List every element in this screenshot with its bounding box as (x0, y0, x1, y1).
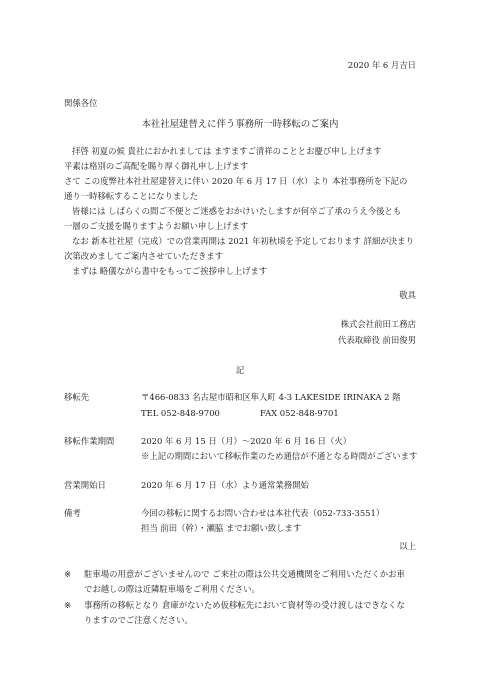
addressee: 関係各位 (64, 98, 98, 108)
note-line: でお越しの際は近隣駐車場をご利用ください。 (84, 584, 260, 594)
note-mark: ※ (64, 600, 72, 610)
body-line: 通り一時移転することになりました (64, 191, 198, 201)
closing-keigu: 敬具 (399, 290, 416, 300)
note-line: りますのでご注意ください。 (84, 615, 193, 625)
period-note: ※上記の期間において移転作業のため通信が不通となる時間がございます (141, 451, 418, 461)
ki-heading: 記 (235, 365, 245, 375)
body-line: まずは 略儀ながら書中をもってご挨拶申し上げます (72, 266, 268, 276)
destination-label: 移転先 (64, 392, 90, 402)
note-line: 駐車場の用意がございませんので ご来社の際は公共交通機関をご利用いただくかお車 (84, 569, 405, 579)
destination-fax: FAX 052-848-9701 (260, 408, 339, 418)
destination-address: 〒466-0833 名古屋市昭和区隼人町 4-3 LAKESIDE IRINAKA 2 階 (141, 392, 401, 402)
body-line: 平素は格別のご高配を賜り厚く御礼申し上げます (64, 161, 249, 171)
body-line: さて この度弊社本社社屋建替えに伴い 2020 年 6 月 17 日（水）より 本社事務所を下記の (64, 176, 408, 186)
open-date-label: 営業開始日 (64, 480, 106, 490)
representative-name: 代表取締役 前田俊男 (337, 335, 416, 345)
ijou: 以上 (399, 541, 416, 551)
note-mark: ※ (64, 569, 72, 579)
body-line: 一層のご支援を賜りますようお願い申し上げます (64, 221, 249, 231)
period-label: 移転作業期間 (64, 436, 115, 446)
body-line: 拝啓 初夏の候 貴社におかれましては ますますご清祥のこととお慶び申し上げます (72, 146, 382, 156)
body-line: なお 新本社社屋（完成）での営業再開は 2021 年初秋頃を予定しております 詳細が決まり (72, 236, 414, 246)
open-date-value: 2020 年 6 月 17 日（水）より通常業務開始 (141, 480, 309, 490)
remarks-label: 備考 (64, 508, 81, 518)
remarks-line: 担当 前田（幹）・瀬脇 までお願い致します (141, 523, 302, 533)
destination-tel: TEL 052-848-9700 (141, 408, 220, 418)
company-name: 株式会社前田工務店 (340, 319, 416, 329)
note-line: 事務所の移転となり 倉庫がないため仮移転先において資材等の受け渡しはできなくな (84, 600, 405, 610)
body-line: 皆様には しばらくの間ご不便とご迷惑をおかけいたしますが何卒ご了承のうえ今後とも (72, 206, 402, 216)
document-date: 2020 年 6 月吉日 (347, 60, 416, 70)
body-line: 次第改めましてご案内させていただきます (64, 251, 224, 261)
remarks-line: 今回の移転に関するお問い合わせは本社代表（052-733-3551） (141, 508, 385, 518)
period-value: 2020 年 6 月 15 日（月）〜2020 年 6 月 16 日（火） (141, 436, 352, 446)
document-title: 本社社屋建替えに伴う事務所一時移転のご案内 (141, 119, 339, 130)
